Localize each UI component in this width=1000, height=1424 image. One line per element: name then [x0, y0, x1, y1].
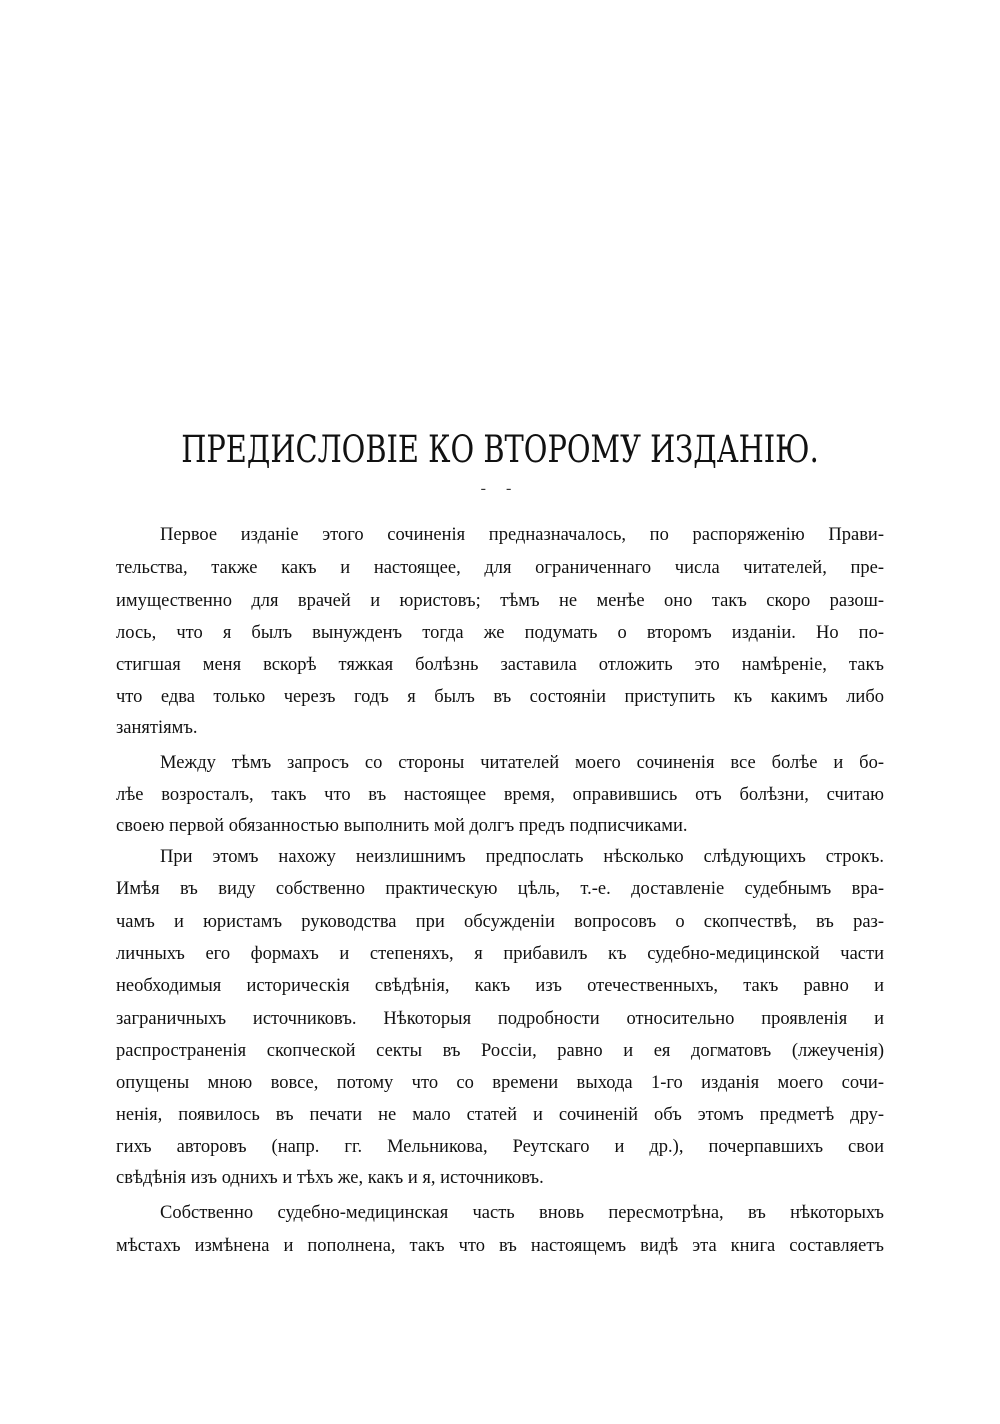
text-line: Имѣя въ виду собственно практическую цѣль, т.-е. доставленіе судебнымъ вра- [116, 879, 884, 899]
text-line: Между тѣмъ запросъ со стороны читателей моего сочиненія все болѣе и бо- [160, 753, 884, 773]
text-line: опущены мною вовсе, потому что со времени выхода 1-го изданія моего сочи- [116, 1073, 884, 1093]
text-line: свѣдѣнія изъ однихъ и тѣхъ же, какъ и я, источниковъ. [116, 1168, 544, 1188]
text-line: занятіямъ. [116, 718, 198, 738]
text-line: стигшая меня вскорѣ тяжкая болѣзнь заставила отложить это намѣреніе, такъ [116, 655, 884, 675]
text-line: Собственно судебно-медицинская часть вновь пересмотрѣна, въ нѣкоторыхъ [160, 1203, 884, 1223]
text-line: тельства, также какъ и настоящее, для ограниченнаго числа читателей, пре- [116, 558, 884, 578]
text-line: что едва только черезъ годъ я былъ въ состояніи приступить къ какимъ либо [116, 687, 884, 707]
text-line: ненія, появилось въ печати не мало статей и сочиненій объ этомъ предметѣ дру- [116, 1105, 884, 1125]
text-line: Первое изданіе этого сочиненія предназначалось, по распоряженію Прави- [160, 525, 884, 545]
page-title: ПРЕДИСЛОВІЕ КО ВТОРОМУ ИЗДАНІЮ. [181, 428, 819, 471]
text-line: чамъ и юристамъ руководства при обсужденіи вопросовъ о скопчествѣ, въ раз- [116, 912, 884, 932]
text-line: личныхъ его формахъ и степеняхъ, я прибавилъ къ судебно-медицинской части [116, 944, 884, 964]
text-line: При этомъ нахожу неизлишнимъ предпослать нѣсколько слѣдующихъ строкъ. [160, 847, 884, 867]
text-line: гихъ авторовъ (напр. гг. Мельникова, Реутскаго и др.), почерпавшихъ свои [116, 1137, 884, 1157]
text-line: мѣстахъ измѣнена и пополнена, такъ что въ настоящемъ видѣ эта книга составляетъ [116, 1236, 884, 1256]
text-line: заграничныхъ источниковъ. Нѣкоторыя подробности относительно проявленія и [116, 1009, 884, 1029]
text-line: имущественно для врачей и юристовъ; тѣмъ не менѣе оно такъ скоро разош- [116, 591, 884, 611]
text-line: необходимыя историческія свѣдѣнія, какъ изъ отечественныхъ, такъ равно и [116, 976, 884, 996]
text-line: своею первой обязанностью выполнить мой долгъ предъ подписчиками. [116, 816, 688, 836]
title-ornament: - - [480, 480, 520, 497]
text-line: лось, что я былъ вынужденъ тогда же подумать о второмъ изданіи. Но по- [116, 623, 884, 643]
text-line: лѣе возросталъ, такъ что въ настоящее время, оправившись отъ болѣзни, считаю [116, 785, 884, 805]
text-line: распространенія скопческой секты въ Россіи, равно и ея догматовъ (лжеученія) [116, 1041, 884, 1061]
